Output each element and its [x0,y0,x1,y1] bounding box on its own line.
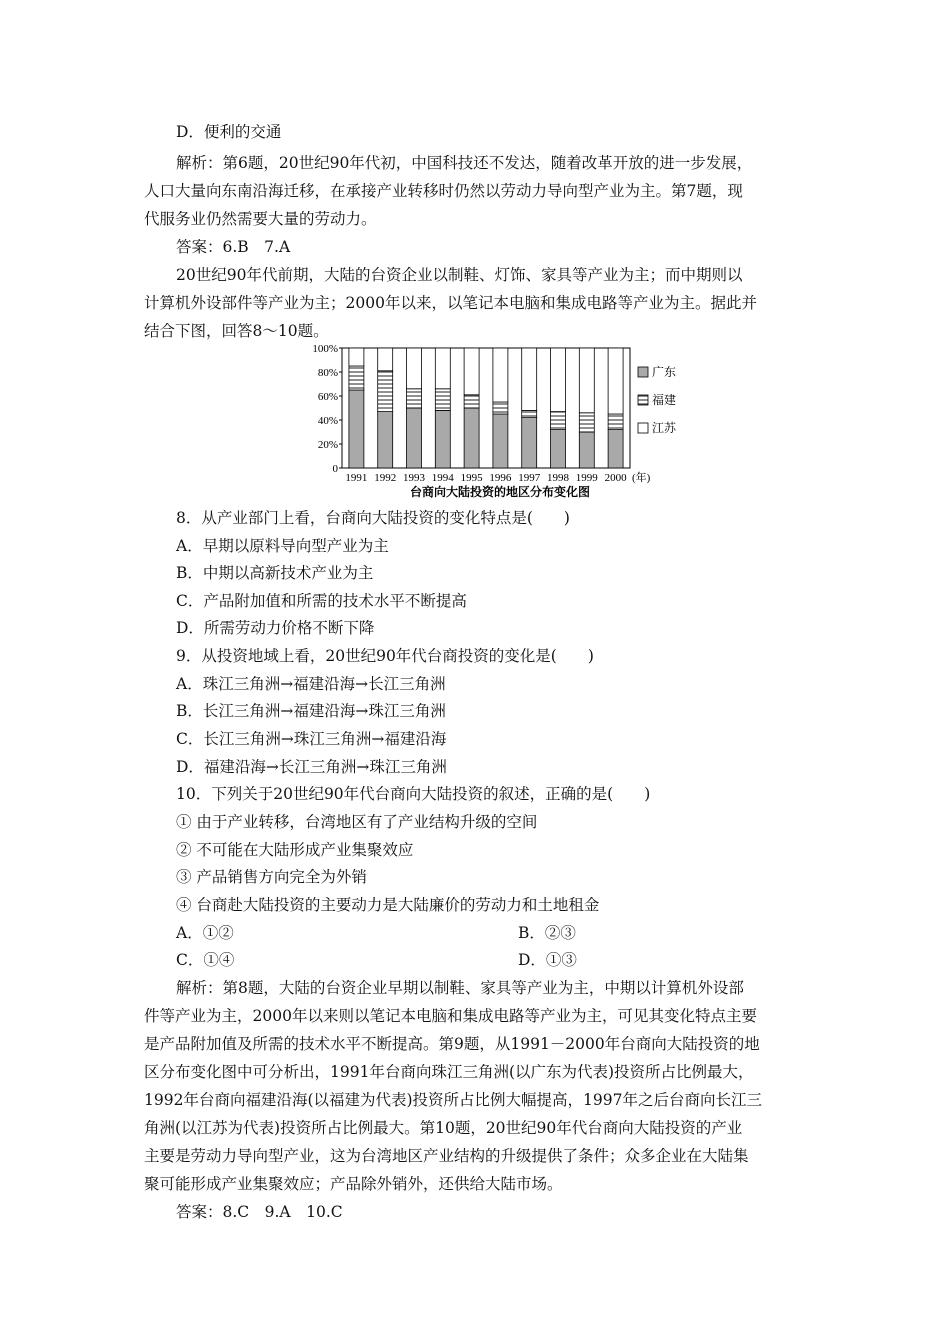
q9-option-a: A．珠江三角洲→福建沿海→长江三角洲 [176,675,446,693]
analysis-6-7-line-2: 人口大量向东南沿海迁移，在承接产业转移时仍然以劳动力导向型产业为主。第7题，现 [144,182,743,200]
intro-8-10-line-2: 计算机外设部件等产业为主；2000年以来，以笔记本电脑和集成电路等产业为主。据此并 [144,294,757,312]
analysis-8-10-line-2: 件等产业为主，2000年以来则以笔记本电脑和集成电路等产业为主，可见其变化特点主要 [144,1007,757,1025]
intro-8-10-line-1: 20世纪90年代前期，大陆的台资企业以制鞋、灯饰、家具等产业为主；而中期则以 [176,266,743,284]
analysis-8-10-line-3: 是产品附加值及所需的技术水平不断提高。第9题，从1991－2000年台商向大陆投资的地 [144,1035,760,1053]
bar-福建-1994 [435,389,450,411]
analysis-8-10-line-7: 主要是劳动力导向型产业，这为台湾地区产业结构的升级提供了条件；众多企业在大陆集 [144,1147,749,1165]
x-tick-label: 1999 [575,472,598,484]
bar-广东-1993 [407,408,422,468]
q9-option-b: B．长江三角洲→福建沿海→珠江三角洲 [176,702,446,720]
bar-江苏-1992 [378,348,393,371]
bar-江苏-2000 [608,348,623,414]
y-tick-label: 20% [317,439,338,451]
analysis-8-10-line-5: 1992年台商向福建沿海(以福建为代表)投资所占比例大幅提高，1997年之后台商向长江三 [144,1091,762,1109]
q10-statement-2: ② 不可能在大陆形成产业集聚效应 [176,841,414,859]
question-10: 10．下列关于20世纪90年代台商向大陆投资的叙述，正确的是( ) [176,785,651,803]
x-tick-label: 1991 [345,472,368,484]
bar-广东-1998 [551,430,566,468]
y-tick-label: 60% [317,391,338,403]
bar-江苏-1993 [407,348,422,389]
q9-option-d: D．福建沿海→长江三角洲→珠江三角洲 [176,758,447,776]
y-tick-label: 100% [312,343,338,355]
analysis-8-10-line-1: 解析：第8题，大陆的台资企业早期以制鞋、家具等产业为主，中期以计算机外设部 [176,979,744,997]
answer-6-7: 答案：6.B 7.A [176,238,291,256]
x-tick-label: 1997 [518,472,541,484]
x-tick-label: 1993 [403,472,425,484]
bar-福建-2000 [608,414,623,430]
x-tick-label: 1994 [431,472,454,484]
legend-swatch-广东 [638,367,648,377]
q10-statement-4: ④ 台商赴大陆投资的主要动力是大陆廉价的劳动力和土地租金 [176,896,600,914]
q9-option-c: C．长江三角洲→珠江三角洲→福建沿海 [176,730,447,748]
question-8: 8．从产业部门上看，台商向大陆投资的变化特点是( ) [176,509,570,527]
y-tick-label: 40% [317,415,338,427]
bar-福建-1992 [378,371,393,412]
x-tick-label: 1996 [489,472,512,484]
analysis-8-10-line-6: 角洲(以江苏为代表)投资所占比例最大。第10题，20世纪90年代台商向大陆投资的产业 [144,1119,743,1137]
q10-statement-3: ③ 产品销售方向完全为外销 [176,868,367,886]
answer-8-10: 答案：8.C 9.A 10.C [176,1203,343,1221]
chart-svg [300,338,700,506]
q10-option-a: A．①② [176,924,234,942]
analysis-8-10-line-4: 区分布变化图中可分析出，1991年台商向珠江三角洲(以广东为代表)投资所占比例最大， [144,1063,754,1081]
bar-广东-1997 [522,418,537,468]
q10-option-b: B．②③ [518,924,576,942]
bar-福建-1999 [579,413,594,432]
bar-福建-1993 [407,389,422,408]
bar-广东-1999 [579,432,594,468]
legend-label-江苏: 江苏 [652,421,677,435]
y-tick-label: 0 [332,463,338,475]
q8-option-c: C．产品附加值和所需的技术水平不断提高 [176,592,467,610]
bar-江苏-1991 [349,348,364,366]
x-tick-label: 1995 [460,472,483,484]
bar-福建-1995 [464,395,479,408]
x-tick-label: 2000 [604,472,627,484]
intro-8-10-line-3: 结合下图，回答8～10题。 [144,322,329,340]
legend-swatch-福建 [638,395,648,405]
legend-label-福建: 福建 [652,393,677,407]
q8-option-b: B．中期以高新技术产业为主 [176,564,374,582]
x-tick-label: 1992 [374,472,397,484]
bar-广东-1992 [378,412,393,468]
bar-广东-1991 [349,390,364,468]
q10-statement-1: ① 由于产业转移，台湾地区有了产业结构升级的空间 [176,813,538,831]
bar-江苏-1994 [435,348,450,389]
bar-广东-1995 [464,408,479,468]
q8-option-d: D．所需劳动力价格不断下降 [176,619,375,637]
analysis-8-10-line-8: 聚可能形成产业集聚效应；产品除外销外，还供给大陆市场。 [144,1175,563,1193]
legend-label-广东: 广东 [652,365,677,379]
bar-江苏-1997 [522,348,537,410]
legend-swatch-江苏 [638,423,648,433]
bar-福建-1991 [349,366,364,390]
investment-chart [300,338,700,506]
bar-广东-2000 [608,430,623,468]
bar-江苏-1995 [464,348,479,395]
question-9: 9．从投资地域上看，20世纪90年代台商投资的变化是( ) [176,647,594,665]
chart-title: 台商向大陆投资的地区分布变化图 [409,485,591,499]
analysis-6-7-line-3: 代服务业仍然需要大量的劳动力。 [144,210,377,228]
q8-option-a: A．早期以原料导向型产业为主 [176,537,389,555]
analysis-6-7-line-1: 解析：第6题，20世纪90年代初，中国科技还不发达，随着改革开放的进一步发展， [176,154,753,172]
bar-江苏-1998 [551,348,566,412]
option-d-q7: D．便利的交通 [176,123,282,141]
bar-江苏-1996 [493,348,508,402]
bar-江苏-1999 [579,348,594,413]
q10-option-c: C．①④ [176,951,235,969]
x-tick-label: 1998 [547,472,569,484]
bar-福建-1997 [522,410,537,417]
bar-广东-1994 [435,410,450,468]
bar-福建-1996 [493,402,508,414]
bar-福建-1998 [551,412,566,430]
q10-option-d: D．①③ [518,951,577,969]
x-axis-label: (年) [632,472,651,484]
bar-广东-1996 [493,414,508,468]
y-tick-label: 80% [317,367,338,379]
